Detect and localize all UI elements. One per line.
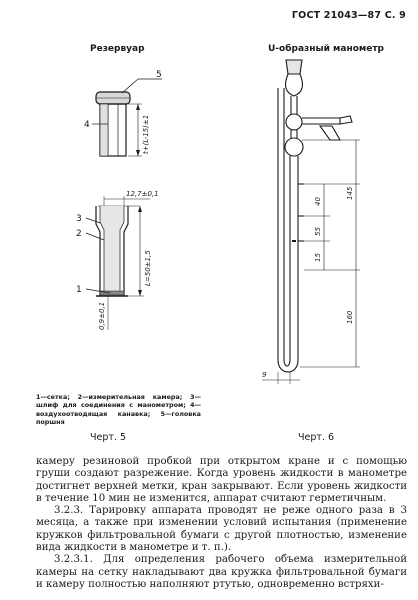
figure-6-labels (262, 186, 354, 379)
dim-0-9: 0,9±0,1 (98, 301, 106, 330)
figure-6-caption: Черт. 6 (298, 432, 335, 443)
chamber-wall-right (124, 206, 128, 296)
dim-40: 40 (314, 197, 322, 206)
label-4: 4 (84, 120, 90, 130)
body-text (36, 456, 407, 591)
paragraph-2: 3.2.3. Тарировку аппарата проводят не реже одного раза в 3 месяца, а также при изменении условий испытания (применение кружков фильтровальной бумаги с другой плотностью, изменение вида жидкости в манометре и т. п.). (36, 505, 407, 554)
figure-6-drawing (262, 60, 360, 384)
dim-t: t+(L-15)±1 (142, 114, 150, 154)
paragraph-3: 3.2.3.1. Для определения рабочего объема измерительной камеры на сетку накладывают два кружка фильтровальной бумаги и камеру полностью наполняют ртутью, одновременно встряхи- (36, 554, 407, 590)
chamber-wall-left (96, 206, 100, 296)
dim-12-7: 12,7±0,1 (126, 190, 159, 198)
figure-6-title: U-образный манометр (268, 44, 385, 54)
figure-5-legend: 1—сетка; 2—измерительная камера; 3—шлиф для соединения с манометром; 4—воздухоотводящая канавка; 5—головка поршня (36, 393, 201, 427)
dim-55: 55 (314, 227, 322, 236)
figure-5-drawing (86, 79, 162, 330)
figure-5-caption: Черт. 5 (90, 432, 127, 443)
label-3: 3 (76, 214, 82, 224)
dim-145: 145 (346, 186, 354, 200)
label-2: 2 (76, 229, 82, 239)
dim-9: 9 (262, 371, 267, 379)
dim-L: L=50±1,5 (144, 250, 152, 286)
label-5: 5 (156, 70, 162, 80)
figure-5-title: Резервуар (90, 44, 145, 54)
label-1: 1 (76, 285, 82, 295)
dim-160: 160 (346, 310, 354, 324)
page-header: ГОСТ 21043—87 С. 9 (291, 10, 406, 21)
paragraph-1: камеру резиновой пробкой при открытом кране и с помощью груши создают разрежение. Когда уровень жидкости в манометре достигнет верхней метки, кран закрывают. Если уровень жидкости в течение 10 мин не изменится, аппарат считают герметичным. (36, 456, 407, 504)
dim-15: 15 (314, 253, 322, 262)
